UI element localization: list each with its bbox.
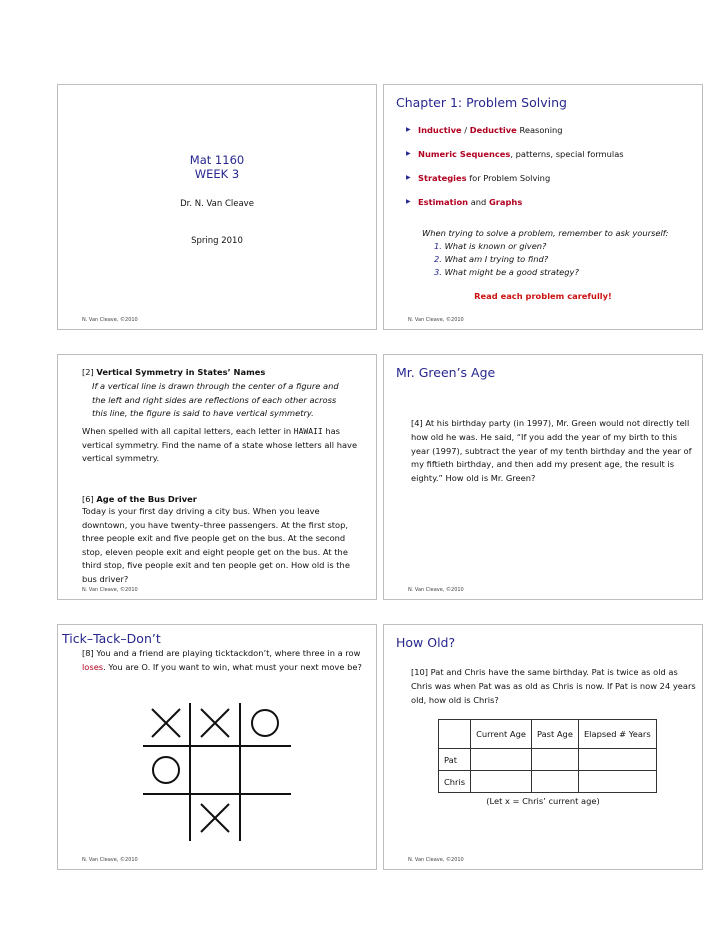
problem-2-definition: If a vertical line is drawn through the center of a figure and the left and right sides are reflections of each other across this line, the figure is said to have vertical symmetry.: [92, 381, 339, 418]
slide-how-old: [383, 624, 703, 870]
table-header-cell: Elapsed # Years: [578, 720, 656, 749]
table-cell: [471, 771, 532, 793]
problem-6-heading: [6] Age of the Bus Driver: [82, 494, 197, 504]
table-row: [439, 749, 657, 771]
table-header-cell: Current Age: [471, 720, 532, 749]
question-item: 1. What is known or given?: [434, 241, 547, 251]
table-cell: [578, 771, 656, 793]
question-item: 2. What am I trying to find?: [434, 254, 549, 264]
slide-chapter-overview: [383, 84, 703, 330]
course-name: Mat 1160: [189, 153, 245, 167]
author: Dr. N. Van Cleave: [180, 199, 254, 209]
footer: N. Van Cleave, ©2010: [82, 857, 138, 863]
slide-problems-2-6: [57, 354, 377, 600]
slide-title: [57, 84, 377, 330]
question-list: [426, 240, 579, 279]
slide-mr-green: [383, 354, 703, 600]
problem-6-body: Today is your first day driving a city bus. When you leave downtown, you have twenty–three passengers. At the first stop, three people exit and five people get on the bus. At the second stop, eleven people exit and eight people get on the bus. At the third stop, five people exit and ten people get on. How old is the bus driver?: [82, 506, 350, 584]
table-cell: [531, 749, 578, 771]
problem-8-body: [8] You and a friend are playing ticktackdon’t, where three in a row loses. You are O. If you want to win, what must your next move be?: [82, 648, 362, 672]
tic-tac-toe-board: [143, 703, 293, 847]
x-mark: [201, 709, 229, 737]
table-note: (Let x = Chris’ current age): [486, 796, 600, 806]
footer: N. Van Cleave, ©2010: [408, 857, 464, 863]
slide-title: Chapter 1: Problem Solving: [396, 95, 567, 110]
footer: N. Van Cleave, ©2010: [408, 587, 464, 593]
topic-item: ▶ Strategies for Problem Solving: [406, 173, 696, 183]
slide-title: Mr. Green’s Age: [396, 365, 496, 380]
week-label: WEEK 3: [194, 167, 240, 181]
table-header-cell: [439, 720, 471, 749]
table-cell: [531, 771, 578, 793]
row-label: Chris: [439, 771, 471, 793]
table-cell: [471, 749, 532, 771]
x-mark: [201, 804, 229, 832]
footer: N. Van Cleave, ©2010: [82, 317, 138, 323]
table-cell: [578, 749, 656, 771]
topic-item: ▶ Inductive / Deductive Reasoning: [406, 125, 696, 135]
problem-2-heading: [2] Vertical Symmetry in States’ Names: [82, 367, 266, 377]
table-header-row: [439, 720, 657, 749]
table-header-cell: Past Age: [531, 720, 578, 749]
problem-2-body: When spelled with all capital letters, each letter in HAWAII has vertical symmetry. Find the name of a state whose letters all have vertical symmetry.: [82, 426, 358, 463]
warning-text: Read each problem carefully!: [474, 291, 612, 301]
o-mark: [252, 710, 278, 736]
footer: N. Van Cleave, ©2010: [82, 587, 138, 593]
question-item: 3. What might be a good strategy?: [434, 267, 579, 277]
intro-text: When trying to solve a problem, remember to ask yourself:: [422, 228, 669, 238]
slide-title: How Old?: [396, 635, 456, 650]
problem-10-body: [10] Pat and Chris have the same birthday. Pat is twice as old as Chris was when Pat was as old as Chris is now. If Pat is now 24 years old, how old is Chris?: [411, 667, 696, 705]
term: Spring 2010: [191, 236, 243, 246]
topic-list: [406, 125, 696, 218]
slide-title: Tick–Tack–Don’t: [62, 631, 161, 646]
slide-tick-tack-dont: [57, 624, 377, 870]
footer: N. Van Cleave, ©2010: [408, 317, 464, 323]
o-mark: [153, 757, 179, 783]
x-mark: [152, 709, 180, 737]
row-label: Pat: [439, 749, 471, 771]
topic-item: ▶ Numeric Sequences, patterns, special formulas: [406, 149, 696, 159]
topic-item: ▶ Estimation and Graphs: [406, 197, 696, 207]
age-table: [438, 719, 657, 793]
table-row: [439, 771, 657, 793]
problem-4-body: [4] At his birthday party (in 1997), Mr. Green would not directly tell how old he was. He said, “If you add the year of my birth to this year (1997), subtract the year of my tenth birthday and the year of my fiftieth birthday, and then add my present age, the result is eighty.” How old is Mr. Green?: [411, 418, 692, 484]
